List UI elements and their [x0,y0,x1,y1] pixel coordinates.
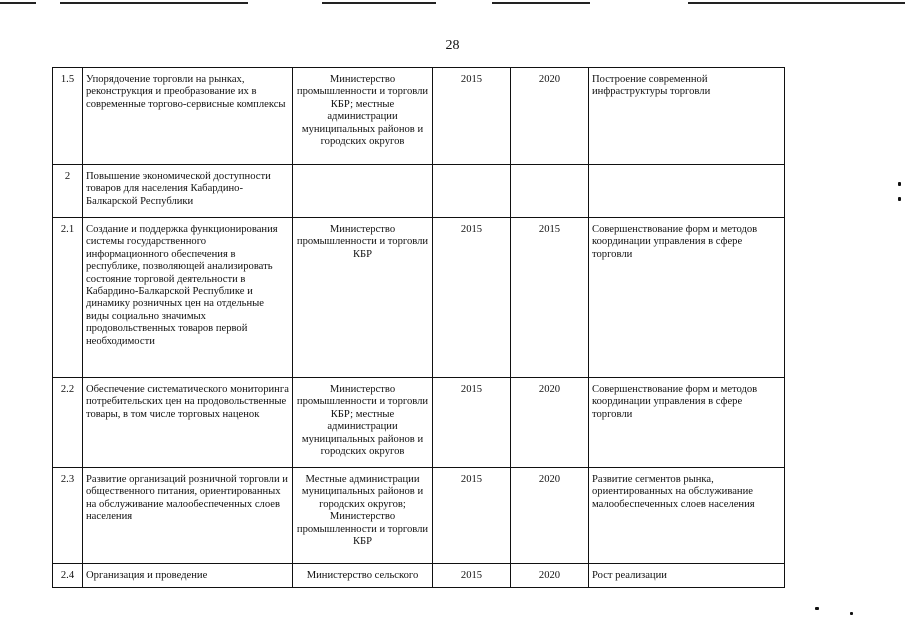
scan-artifact-line [492,2,590,4]
activity-cell: Повышение экономической доступности товаров для населения Кабардино-Балкарской Республики [83,165,293,218]
end-year-cell: 2020 [511,68,589,165]
executor-cell: Министерство промышленности и торговли КБР [293,218,433,378]
executor-cell: Министерство промышленности и торговли КБР; местные администрации муниципальных районов и городских округов [293,378,433,468]
row-number: 2.1 [53,218,83,378]
result-cell [589,165,785,218]
scan-artifact-line [60,2,248,4]
scan-artifact-line [0,2,36,4]
scan-artifact-line [322,2,436,4]
scan-speck [850,612,853,615]
start-year-cell: 2015 [433,468,511,564]
end-year-cell: 2020 [511,564,589,588]
executor-cell: Министерство сельского [293,564,433,588]
end-year-cell: 2020 [511,378,589,468]
start-year-cell: 2015 [433,564,511,588]
result-cell: Совершенствование форм и методов координации управления в сфере торговли [589,218,785,378]
table-row [53,165,785,218]
table-row [53,68,785,165]
row-number: 2.2 [53,378,83,468]
table-row [53,218,785,378]
scan-speck [815,607,819,610]
end-year-cell: 2020 [511,468,589,564]
executor-cell [293,165,433,218]
result-cell: Совершенствование форм и методов координации управления в сфере торговли [589,378,785,468]
page-number: 28 [445,38,460,53]
table-row [53,378,785,468]
table-row [53,564,785,588]
start-year-cell [433,165,511,218]
activity-cell: Организация и проведение [83,564,293,588]
result-cell: Построение современной инфраструктуры торговли [589,68,785,165]
row-number: 2.3 [53,468,83,564]
activities-table [52,67,785,588]
start-year-cell: 2015 [433,68,511,165]
table-row [53,468,785,564]
result-cell: Рост реализации [589,564,785,588]
row-number: 2.4 [53,564,83,588]
start-year-cell: 2015 [433,218,511,378]
row-number: 2 [53,165,83,218]
executor-cell: Министерство промышленности и торговли КБР; местные администрации муниципальных районов и городских округов [293,68,433,165]
row-number: 1.5 [53,68,83,165]
activity-cell: Создание и поддержка функционирования системы государственного информационного обеспечения в республике, позволяющей анализировать состояние торговой деятельности в Кабардино-Балкарской Республике и динамику розничных цен на отдельные виды социально значимых продовольственных товаров первой необходимости [83,218,293,378]
end-year-cell: 2015 [511,218,589,378]
result-cell: Развитие сегментов рынка, ориентированных на обслуживание малообеспеченных слоев населения [589,468,785,564]
activity-cell: Обеспечение систематического мониторинга потребительских цен на продовольственные товары, в том числе торговых наценок [83,378,293,468]
activity-cell: Упорядочение торговли на рынках, реконструкция и преобразование их в современные торгово-сервисные комплексы [83,68,293,165]
activity-cell: Развитие организаций розничной торговли и общественного питания, ориентированных на обслуживание малообеспеченных слоев населения [83,468,293,564]
end-year-cell [511,165,589,218]
executor-cell: Местные администрации муниципальных районов и городских округов; Министерство промышленности и торговли КБР [293,468,433,564]
scan-speck [898,197,901,201]
scan-artifact-line [688,2,905,4]
start-year-cell: 2015 [433,378,511,468]
scan-speck [898,182,901,186]
